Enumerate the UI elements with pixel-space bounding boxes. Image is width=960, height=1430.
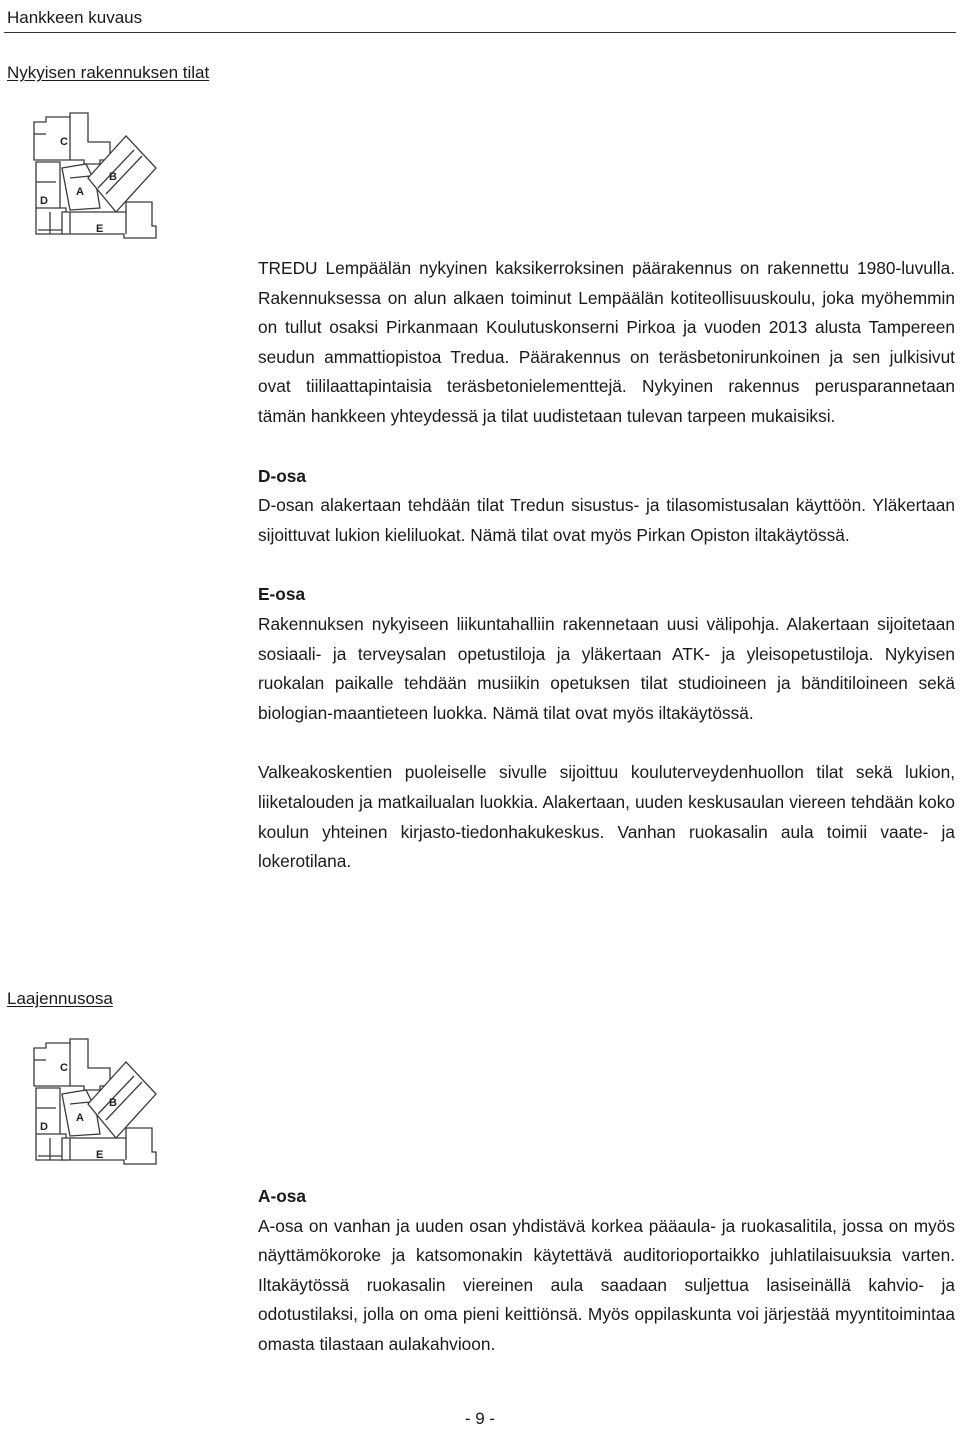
extension-body: [258, 1182, 955, 1360]
a-osa-paragraph: A-osa on vanhan ja uuden osan yhdistävä korkea pääaula- ja ruokasalitila, jossa on myös näyttämökoroke ja katsomonakin käytettävä auditorioportaikko juhlatilaisuuksia varten. Iltakäytössä ruokasalin viereinen aula saadaan suljettua lasiseinällä kahvio- ja odotustilaksi, jolla on oma pieni keittiönsä. Myös oppilaskunta voi järjestää myyntitoimintaa omasta tilastaan aulakahvioon.: [258, 1215, 955, 1354]
a-osa-heading: A-osa: [258, 1186, 307, 1206]
page-number: - 9 -: [464, 1409, 496, 1428]
plan-label-b: B: [109, 171, 117, 183]
plan-label-b: B: [109, 1097, 117, 1109]
e-osa-heading: E-osa: [258, 584, 306, 605]
plan-label-c: C: [60, 1062, 68, 1074]
intro-paragraph: TREDU Lempäälän nykyinen kaksikerroksinen päärakennus on rakennettu 1980-luvulla. Rakennuksessa on alun alkaen toiminut Lempäälän kotiteollisuuskoulu, joka myöhemmin on tullut osaksi Pirkanmaan Koulutuskonserni Pirkoa ja vuoden 2013 alusta Tampereen seudun ammattiopistoa Tredua. Päärakennus on teräsbetonirunkoinen ja sen julkisivut ovat tiililaattapintaisia teräsbetonielementtejä. Nykyinen rakennus perusparannetaan tämän hankkeen yhteydessä ja tilat uudistetaan tulevan tarpeen mukaisiksi.: [258, 258, 955, 426]
plan-label-a: A: [76, 1112, 84, 1124]
closing-paragraph: Valkeakoskentien puoleiselle sivulle sijoittuu kouluterveydenhuollon tilat sekä lukion, liiketalouden ja matkailualan luokkia. Alakertaan, uuden keskusaulan viereen tehdään koko koulun yhteinen kirjasto-tiedonhakukeskus. Vanhan ruokasalin aula toimii vaate- ja lokerotilana.: [258, 762, 955, 872]
plan-label-d: D: [40, 1121, 48, 1133]
d-osa-paragraph: D-osan alakertaan tehdään tilat Tredun sisustus- ja tilasomistusalan käyttöön. Yläkertaan sijoittuvat lukion kieliluokat. Nämä tilat ovat myös Pirkan Opiston iltakäytössä.: [258, 495, 955, 545]
page-header: [4, 0, 956, 33]
plan-label-e: E: [96, 1149, 104, 1161]
plan-label-c: C: [60, 136, 68, 148]
site-plan-current: [26, 112, 162, 244]
section-heading-current-building: Nykyisen rakennuksen tilat: [7, 63, 210, 82]
plan-label-a: A: [76, 186, 84, 198]
plan-label-e: E: [96, 223, 104, 235]
section-heading-extension: Laajennusosa: [7, 989, 113, 1008]
site-plan-extension: [26, 1038, 162, 1170]
e-osa-paragraph: Rakennuksen nykyiseen liikuntahalliin rakennetaan uusi välipohja. Alakertaan sijoitetaan sosiaali- ja terveysalan opetustiloja ja yläkertaan ATK- ja yleisopetustiloja. Nykyisen ruokalan paikalle tehdään musiikin opetuksen tilat studioineen ja bänditiloineen sekä biologian-maantieteen luokka. Nämä tilat ovat myös iltakäytössä.: [258, 613, 955, 723]
plan-label-d: D: [40, 195, 48, 207]
current-building-body: [258, 254, 955, 877]
d-osa-heading: D-osa: [258, 465, 307, 486]
header-title: Hankkeen kuvaus: [7, 8, 143, 27]
